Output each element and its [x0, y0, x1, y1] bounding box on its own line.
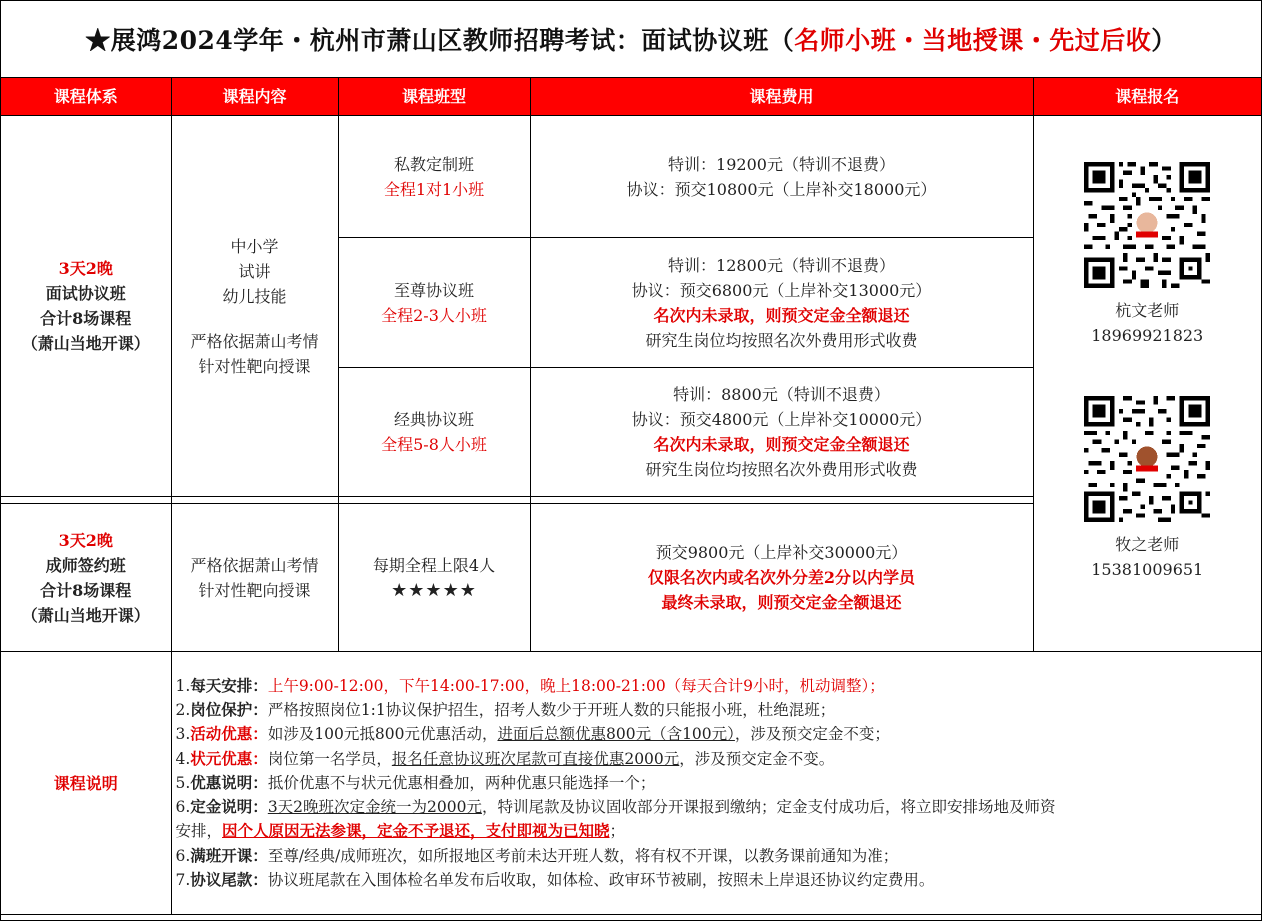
page-title [1, 1, 1261, 78]
notes-cell [171, 652, 1261, 915]
content-note: 严格依据萧山考情 [190, 555, 319, 575]
class-name: 经典协议班 [393, 410, 474, 429]
fee-line: 协议：预交10800元（上岸补交18000元） [626, 179, 937, 199]
interview-system-cell [1, 116, 171, 497]
contract-system-cell [1, 504, 171, 652]
qr-code-1[interactable] [1084, 162, 1210, 288]
qr-code-2[interactable] [1084, 396, 1210, 522]
note-item-continued: 安排，因个人原因无法参课，定金不予退还，支付即视为已知晓； [175, 821, 626, 841]
note-item: 4.状元优惠：岗位第一名学员，报名任意协议班次尾款可直接优惠2000元，涉及预交定金不变。 [175, 748, 835, 768]
note-item: 1.每天安排：上午9:00-12:00，下午14:00-17:00，晚上18:00-21:00（每天合计9小时，机动调整）； [175, 675, 885, 695]
note-item: 5.优惠说明：抵价优惠不与状元优惠相叠加，两种优惠只能选择一个； [175, 772, 656, 792]
teacher-phone[interactable]: 15381009651 [1091, 560, 1204, 579]
fee-line: 研究生岗位均按照名次外费用形式收费 [645, 460, 918, 479]
contract-name: 成师签约班 [45, 555, 126, 575]
fee-line: 协议：预交4800元（上岸补交10000元） [631, 410, 932, 429]
teacher-name: 杭文老师 [1115, 301, 1180, 320]
title-suffix: ） [1151, 26, 1177, 55]
fee-line: 特训：8800元（特训不退费） [673, 385, 890, 404]
notes-label: 课程说明 [1, 652, 171, 915]
header-content: 课程内容 [171, 78, 338, 116]
enroll-cell [1033, 116, 1261, 652]
teacher-name: 牧之老师 [1115, 535, 1180, 554]
class-limit: 每期全程上限4人 [372, 555, 496, 575]
fee-refund-line: 名次内未录取，则预交定金全额退还 [653, 435, 910, 454]
class-private [338, 116, 530, 238]
title-highlight: 名师小班・当地授课・先过后收 [794, 26, 1152, 55]
fee-private [530, 116, 1033, 238]
fee-line: 特训：12800元（特训不退费） [668, 255, 895, 275]
title-prefix: ★展鸿2024学年・杭州市萧山区教师招聘考试：面试协议班（ [85, 26, 795, 55]
fee-line: 特训：19200元（特训不退费） [668, 154, 895, 174]
contract-class-cell [338, 504, 530, 652]
fee-condition-line: 仅限名次内或名次外分差2分以内学员 [647, 568, 916, 587]
class-size: 全程1对1小班 [383, 179, 485, 199]
class-size: 全程5-8人小班 [381, 435, 487, 454]
content-note: 针对性靶向授课 [198, 356, 311, 376]
note-item: 3.活动优惠：如涉及100元抵800元优惠活动，进面后总额优惠800元（含100元），涉及预交定金不变； [175, 724, 890, 744]
note-item: 2.岗位保护：严格按照岗位1:1协议保护招生，招考人数少于开班人数的只能报小班，杜绝混班； [175, 699, 836, 719]
content-item: 中小学 [230, 236, 279, 256]
interview-sessions: 合计8场课程 [40, 309, 132, 328]
note-item: 6.满班开课：至尊/经典/成师班次，如所报地区考前未达开班人数，将有权不开课，以教务课前通知为准； [175, 845, 899, 865]
class-name: 至尊协议班 [393, 280, 474, 300]
header-fee: 课程费用 [530, 78, 1033, 116]
fee-line: 协议：预交6800元（上岸补交13000元） [631, 280, 932, 300]
contract-content-cell [171, 504, 338, 652]
contract-location: （萧山当地开课） [21, 605, 150, 625]
fee-refund-line: 最终未录取，则预交定金全额退还 [661, 593, 902, 612]
class-size: 全程2-3人小班 [381, 305, 487, 325]
fee-line: 预交9800元（上岸补交30000元） [655, 543, 908, 562]
class-classic [338, 368, 530, 497]
note-item: 6.定金说明：3天2晚班次定金统一为2000元，特训尾款及协议固收部分开课报到缴纳；定金支付成功后，将立即安排场地及师资 [175, 797, 1056, 817]
contract-sessions: 合计8场课程 [40, 580, 132, 600]
header-row [1, 78, 1261, 116]
fee-premium [530, 238, 1033, 368]
content-note: 严格依据萧山考情 [190, 331, 319, 351]
content-item: 试讲 [238, 261, 271, 281]
contract-duration: 3天2晚 [58, 530, 113, 550]
interview-location: （萧山当地开课） [21, 334, 150, 353]
fee-refund-line: 名次内未录取，则预交定金全额退还 [653, 305, 910, 325]
interview-name: 面试协议班 [45, 284, 126, 303]
content-item: 幼儿技能 [222, 286, 287, 306]
rating-stars: ★★★★★ [391, 579, 477, 601]
class-premium [338, 238, 530, 368]
content-note: 针对性靶向授课 [198, 580, 311, 600]
header-enroll: 课程报名 [1033, 78, 1261, 116]
fee-line: 研究生岗位均按照名次外费用形式收费 [645, 330, 918, 350]
interview-duration: 3天2晚 [58, 259, 113, 278]
interview-content-cell [171, 116, 338, 497]
fee-classic [530, 368, 1033, 497]
contract-fee-cell [530, 504, 1033, 652]
header-system: 课程体系 [1, 78, 171, 116]
header-class: 课程班型 [338, 78, 530, 116]
notes-row [1, 652, 1261, 915]
table-row [1, 116, 1261, 238]
teacher-phone[interactable]: 18969921823 [1091, 326, 1204, 345]
class-name: 私教定制班 [393, 154, 474, 174]
course-table [1, 78, 1261, 915]
note-item: 7.协议尾款：协议班尾款在入围体检名单发布后收取，如体检、政审环节被刷，按照未上岸退还协议约定费用。 [175, 870, 935, 890]
